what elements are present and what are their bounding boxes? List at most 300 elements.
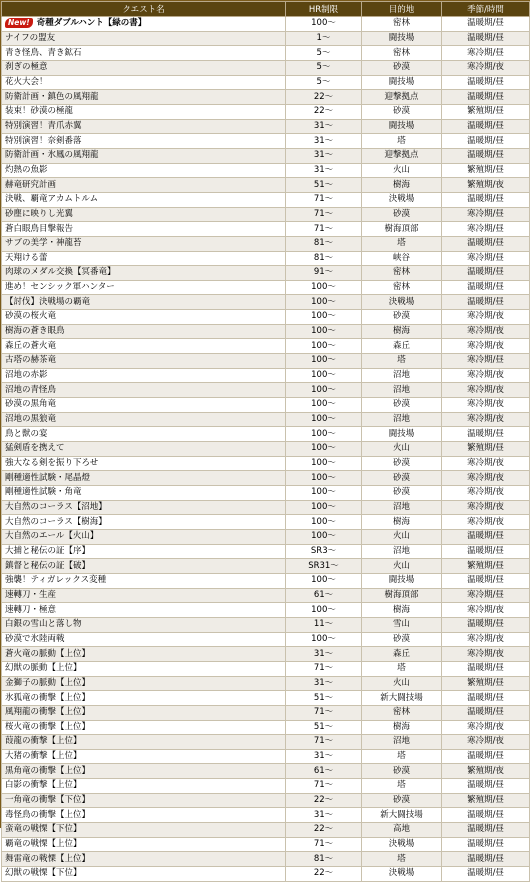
quest-name-cell: 幻獣の脈動【上位】 [2,661,286,676]
quest-name-cell: 鎮督と秘伝の証【破】 [2,559,286,574]
table-row [2,867,530,882]
hr-limit-cell: 5～ [286,46,362,61]
quest-name-cell: 肉球のメダル交換【冥番竜】 [2,266,286,281]
destination-cell: 闘技場 [362,31,442,46]
destination-cell: 沼地 [362,383,442,398]
hr-limit-cell: 71～ [286,735,362,750]
table-row [2,354,530,369]
destination-cell: 塔 [362,354,442,369]
hr-limit-cell: 100～ [286,456,362,471]
hr-limit-cell: 51～ [286,720,362,735]
season-time-cell: 寒冷期/夜 [442,398,530,413]
season-time-cell: 寒冷期/夜 [442,735,530,750]
hr-limit-cell: 81～ [286,236,362,251]
table-row [2,104,530,119]
destination-cell: 砂漠 [362,471,442,486]
destination-cell: 樹海 [362,603,442,618]
season-time-cell: 寒冷期/昼 [442,251,530,266]
destination-cell: 迎撃拠点 [362,148,442,163]
hr-limit-cell: 31～ [286,163,362,178]
table-row [2,46,530,61]
destination-cell: 決戦場 [362,867,442,882]
hr-limit-cell: 31～ [286,808,362,823]
destination-cell: 樹海 [362,515,442,530]
quest-table-body [2,17,530,882]
table-row [2,500,530,515]
destination-cell: 沼地 [362,368,442,383]
hr-limit-cell: 22～ [286,104,362,119]
season-time-cell: 温暖期/昼 [442,867,530,882]
hr-limit-cell: 71～ [286,207,362,222]
destination-cell: 火山 [362,442,442,457]
quest-name-cell: 蛮竜の戦慄【下位】 [2,823,286,838]
season-time-cell: 寒冷期/夜 [442,500,530,515]
hr-limit-cell: 22～ [286,793,362,808]
season-time-cell: 繁殖期/昼 [442,559,530,574]
destination-cell: 塔 [362,779,442,794]
season-time-cell: 温暖期/昼 [442,823,530,838]
hr-limit-cell: 71～ [286,222,362,237]
quest-name-cell: 砂漠の黒角竜 [2,398,286,413]
quest-name-cell: 古塔の赫茶竜 [2,354,286,369]
season-time-cell: 温暖期/昼 [442,661,530,676]
quest-name-cell: 沼地の青怪鳥 [2,383,286,398]
destination-cell: 新大闘技場 [362,808,442,823]
hr-limit-cell: 100～ [286,427,362,442]
quest-name-cell: 剛種適性試験・角竜 [2,486,286,501]
quest-name-cell: 沼地の黒狼竜 [2,412,286,427]
season-time-cell: 温暖期/昼 [442,134,530,149]
quest-name-cell: 特別演習！奈剣番落 [2,134,286,149]
hr-limit-cell: 1～ [286,31,362,46]
destination-cell: 闘技場 [362,75,442,90]
destination-cell: 砂漠 [362,764,442,779]
quest-name-cell: 【討伐】決戦場の覇竜 [2,295,286,310]
table-row [2,134,530,149]
quest-name-cell: 葭龍の衝撃【上位】 [2,735,286,750]
table-row [2,676,530,691]
season-time-cell: 温暖期/昼 [442,691,530,706]
hr-limit-cell: SR31～ [286,559,362,574]
table-row [2,368,530,383]
quest-name-cell: 特別演習！青爪赤翼 [2,119,286,134]
table-row [2,339,530,354]
season-time-cell: 温暖期/昼 [442,808,530,823]
hr-limit-cell: 31～ [286,749,362,764]
destination-cell: 砂漠 [362,632,442,647]
season-time-cell: 温暖期/昼 [442,75,530,90]
season-time-cell: 寒冷期/夜 [442,456,530,471]
destination-cell: 火山 [362,529,442,544]
hr-limit-cell: 31～ [286,119,362,134]
destination-cell: 決戦場 [362,837,442,852]
quest-name-cell: 剛種適性試験・尾晶燈 [2,471,286,486]
hr-limit-cell: 71～ [286,192,362,207]
hr-limit-cell: 31～ [286,647,362,662]
season-time-cell: 寒冷期/夜 [442,60,530,75]
hr-limit-cell: 100～ [286,412,362,427]
destination-cell: 塔 [362,749,442,764]
quest-name-cell: 決戦、覇竜アカムトルム [2,192,286,207]
hr-limit-cell: 100～ [286,471,362,486]
table-row [2,383,530,398]
header-row [2,2,530,17]
destination-cell: 火山 [362,676,442,691]
table-row [2,280,530,295]
season-time-cell: 温暖期/昼 [442,749,530,764]
season-time-cell: 繁殖期/昼 [442,676,530,691]
quest-name-cell: 灼熱の魚影 [2,163,286,178]
hr-limit-cell: 71～ [286,837,362,852]
hr-limit-cell: 31～ [286,134,362,149]
table-row [2,75,530,90]
season-time-cell: 温暖期/昼 [442,779,530,794]
quest-name-cell: 白影の衝撃【上位】 [2,779,286,794]
destination-cell: 闘技場 [362,573,442,588]
season-time-cell: 寒冷期/夜 [442,632,530,647]
table-row [2,720,530,735]
quest-name-cell: 鳥と獣の宴 [2,427,286,442]
destination-cell: 決戦場 [362,295,442,310]
destination-cell: 森丘 [362,339,442,354]
table-row [2,823,530,838]
quest-name-cell: 森丘の蒼火竜 [2,339,286,354]
season-time-cell: 寒冷期/夜 [442,383,530,398]
season-time-cell: 寒冷期/夜 [442,603,530,618]
hr-limit-cell: 100～ [286,383,362,398]
quest-name-cell: 金獅子の脈動【上位】 [2,676,286,691]
hr-limit-cell: 100～ [286,280,362,295]
quest-name-cell: サブの美学・神龍苔 [2,236,286,251]
hr-limit-cell: 61～ [286,764,362,779]
season-time-cell: 温暖期/昼 [442,192,530,207]
season-time-cell: 温暖期/昼 [442,852,530,867]
header-destination: 目的地 [362,2,442,17]
hr-limit-cell: 22～ [286,823,362,838]
hr-limit-cell: 31～ [286,676,362,691]
destination-cell: 樹海頂部 [362,588,442,603]
destination-cell: 沼地 [362,412,442,427]
season-time-cell: 温暖期/昼 [442,295,530,310]
table-row [2,808,530,823]
hr-limit-cell: 31～ [286,148,362,163]
season-time-cell: 繁殖期/昼 [442,163,530,178]
quest-name-cell: 大自然のコーラス【沼地】 [2,500,286,515]
season-time-cell: 寒冷期/昼 [442,222,530,237]
season-time-cell: 繁殖期/夜 [442,764,530,779]
hr-limit-cell: 100～ [286,529,362,544]
season-time-cell: 寒冷期/夜 [442,368,530,383]
quest-name-cell: 一角竜の衝撃【下位】 [2,793,286,808]
destination-cell: 密林 [362,266,442,281]
season-time-cell: 温暖期/昼 [442,280,530,295]
table-row [2,119,530,134]
hr-limit-cell: 81～ [286,852,362,867]
destination-cell: 沼地 [362,735,442,750]
destination-cell: 樹海 [362,324,442,339]
quest-name-cell: 毒怪鳥の衝撃【上位】 [2,808,286,823]
season-time-cell: 寒冷期/夜 [442,647,530,662]
season-time-cell: 寒冷期/夜 [442,486,530,501]
table-row [2,251,530,266]
hr-limit-cell: 100～ [286,17,362,32]
table-row [2,266,530,281]
hr-limit-cell: 100～ [286,324,362,339]
season-time-cell: 温暖期/昼 [442,119,530,134]
destination-cell: 砂漠 [362,398,442,413]
destination-cell: 沼地 [362,544,442,559]
table-row [2,779,530,794]
quest-name-cell: 砂塵に映りし光翼 [2,207,286,222]
destination-cell: 砂漠 [362,486,442,501]
table-row [2,398,530,413]
season-time-cell: 温暖期/昼 [442,529,530,544]
hr-limit-cell: 100～ [286,339,362,354]
table-row [2,90,530,105]
hr-limit-cell: 81～ [286,251,362,266]
season-time-cell: 温暖期/昼 [442,427,530,442]
season-time-cell: 温暖期/昼 [442,236,530,251]
table-row [2,588,530,603]
hr-limit-cell: 51～ [286,178,362,193]
table-row [2,324,530,339]
season-time-cell: 温暖期/昼 [442,837,530,852]
destination-cell: 迎撃拠点 [362,90,442,105]
quest-table [1,1,530,882]
table-row [2,764,530,779]
quest-name-cell: 風翔龍の衝撃【上位】 [2,705,286,720]
hr-limit-cell: 100～ [286,398,362,413]
season-time-cell: 温暖期/昼 [442,266,530,281]
table-row [2,427,530,442]
quest-name-cell: 強大なる剣を振り下ろせ [2,456,286,471]
table-row [2,837,530,852]
destination-cell: 密林 [362,46,442,61]
hr-limit-cell: 71～ [286,705,362,720]
season-time-cell: 温暖期/昼 [442,617,530,632]
quest-name-cell: 花火大会！ [2,75,286,90]
destination-cell: 峡谷 [362,251,442,266]
destination-cell: 火山 [362,163,442,178]
quest-name-cell: 進め！センシック軍ハンター [2,280,286,295]
header-hr-limit: HR制限 [286,2,362,17]
quest-name-cell: 大捕と秘伝の証【序】 [2,544,286,559]
quest-name-cell: 装束！砂漠の極龍 [2,104,286,119]
hr-limit-cell: 51～ [286,691,362,706]
destination-cell: 砂漠 [362,207,442,222]
destination-cell: 密林 [362,705,442,720]
season-time-cell: 温暖期/昼 [442,90,530,105]
table-row [2,442,530,457]
season-time-cell: 繁殖期/昼 [442,104,530,119]
quest-name-cell: 覇竜の戦慄【上位】 [2,837,286,852]
hr-limit-cell: 71～ [286,661,362,676]
table-row [2,207,530,222]
quest-name-cell: 青き怪鳥、青き鉱石 [2,46,286,61]
season-time-cell: 寒冷期/昼 [442,354,530,369]
destination-cell: 砂漠 [362,793,442,808]
destination-cell: 沼地 [362,500,442,515]
table-row [2,735,530,750]
destination-cell: 密林 [362,280,442,295]
quest-name-cell: 黒角竜の衝撃【上位】 [2,764,286,779]
hr-limit-cell: 100～ [286,603,362,618]
quest-name-cell: 速轉刀・生産 [2,588,286,603]
hr-limit-cell: 100～ [286,486,362,501]
quest-name-cell: 大自然のエール【火山】 [2,529,286,544]
hr-limit-cell: 100～ [286,515,362,530]
quest-name-cell [2,17,286,32]
table-row [2,749,530,764]
hr-limit-cell: 100～ [286,310,362,325]
season-time-cell: 寒冷期/昼 [442,207,530,222]
destination-cell: 樹海 [362,178,442,193]
quest-name-cell: 沼地の赤影 [2,368,286,383]
quest-name-cell: 氷狐竜の衝撃【上位】 [2,691,286,706]
quest-name-cell: 樹海の蒼き眼鳥 [2,324,286,339]
quest-name-cell: 蒼白眼鳥目撃報告 [2,222,286,237]
table-row [2,295,530,310]
hr-limit-cell: 100～ [286,442,362,457]
destination-cell: 森丘 [362,647,442,662]
season-time-cell: 寒冷期/夜 [442,339,530,354]
season-time-cell: 繁殖期/昼 [442,793,530,808]
quest-name-cell: 大猪の衝撃【上位】 [2,749,286,764]
season-time-cell: 温暖期/昼 [442,573,530,588]
destination-cell: 雪山 [362,617,442,632]
quest-name-cell: 舞雷竜の戦慄【上位】 [2,852,286,867]
destination-cell: 塔 [362,134,442,149]
quest-name-cell: 猛剣盾を携えて [2,442,286,457]
hr-limit-cell: 100～ [286,354,362,369]
table-row [2,60,530,75]
table-row [2,178,530,193]
quest-name-cell: 蒼火竜の脈動【上位】 [2,647,286,662]
quest-name-cell: 砂漠の桜火竜 [2,310,286,325]
season-time-cell: 寒冷期/夜 [442,324,530,339]
table-row [2,471,530,486]
destination-cell: 闘技場 [362,119,442,134]
season-time-cell: 温暖期/昼 [442,148,530,163]
table-row [2,236,530,251]
destination-cell: 砂漠 [362,60,442,75]
hr-limit-cell: 5～ [286,60,362,75]
season-time-cell: 寒冷期/夜 [442,471,530,486]
new-badge: New! [5,18,33,28]
table-row [2,603,530,618]
quest-name-cell: 防衛計画・鎮色の風翔龍 [2,90,286,105]
hr-limit-cell: 22～ [286,90,362,105]
hr-limit-cell: 5～ [286,75,362,90]
table-row [2,661,530,676]
hr-limit-cell: 61～ [286,588,362,603]
hr-limit-cell: 71～ [286,779,362,794]
hr-limit-cell: 100～ [286,295,362,310]
table-row [2,529,530,544]
table-row [2,515,530,530]
table-row [2,617,530,632]
destination-cell: 砂漠 [362,310,442,325]
header-quest-name: クエスト名 [2,2,286,17]
table-row [2,148,530,163]
quest-name-cell: 白銀の雪山と落し物 [2,617,286,632]
season-time-cell: 温暖期/昼 [442,31,530,46]
destination-cell: 砂漠 [362,104,442,119]
table-row [2,163,530,178]
table-row [2,192,530,207]
quest-name-cell: ナイフの盟友 [2,31,286,46]
quest-name-cell: 大自然のコーラス【樹海】 [2,515,286,530]
season-time-cell: 寒冷期/昼 [442,46,530,61]
hr-limit-cell: 100～ [286,500,362,515]
season-time-cell: 温暖期/昼 [442,17,530,32]
table-row [2,17,530,32]
hr-limit-cell: 22～ [286,867,362,882]
season-time-cell: 寒冷期/夜 [442,310,530,325]
quest-name-text: 奇種ダブルハント【緑の書】 [36,18,147,29]
destination-cell: 火山 [362,559,442,574]
table-row [2,691,530,706]
quest-name-cell: 赫竜研究計画 [2,178,286,193]
quest-name-cell: 防衛計画・氷鳳の風翔龍 [2,148,286,163]
destination-cell: 決戦場 [362,192,442,207]
quest-name-cell: 天翔ける蕾 [2,251,286,266]
season-time-cell: 寒冷期/夜 [442,720,530,735]
destination-cell: 塔 [362,852,442,867]
destination-cell: 樹海頂部 [362,222,442,237]
table-row [2,544,530,559]
table-row [2,647,530,662]
quest-name-cell: 速轉刀・極意 [2,603,286,618]
destination-cell: 高地 [362,823,442,838]
table-row [2,559,530,574]
destination-cell: 樹海 [362,720,442,735]
quest-name-cell: 強襲！ティガレックス変種 [2,573,286,588]
destination-cell: 塔 [362,236,442,251]
table-row [2,573,530,588]
hr-limit-cell: 91～ [286,266,362,281]
table-row [2,222,530,237]
destination-cell: 砂漠 [362,456,442,471]
quest-name-cell: 幻獣の戦慄【下位】 [2,867,286,882]
destination-cell: 塔 [362,661,442,676]
table-row [2,31,530,46]
table-row [2,456,530,471]
hr-limit-cell: 100～ [286,573,362,588]
table-row [2,310,530,325]
quest-name-cell: 桜火竜の衝撃【上位】 [2,720,286,735]
destination-cell: 密林 [362,17,442,32]
season-time-cell: 温暖期/昼 [442,544,530,559]
table-row [2,412,530,427]
table-row [2,486,530,501]
header-season-time: 季節/時間 [442,2,530,17]
season-time-cell: 寒冷期/夜 [442,515,530,530]
table-row [2,632,530,647]
season-time-cell: 繁殖期/夜 [442,178,530,193]
hr-limit-cell: 100～ [286,632,362,647]
season-time-cell: 温暖期/昼 [442,705,530,720]
table-row [2,852,530,867]
hr-limit-cell: SR3～ [286,544,362,559]
quest-name-cell: 刹ぎの極意 [2,60,286,75]
hr-limit-cell: 100～ [286,368,362,383]
table-row [2,793,530,808]
table-row [2,705,530,720]
season-time-cell: 寒冷期/夜 [442,412,530,427]
season-time-cell: 寒冷期/昼 [442,588,530,603]
quest-name-cell: 砂漠で氷陸両戦 [2,632,286,647]
